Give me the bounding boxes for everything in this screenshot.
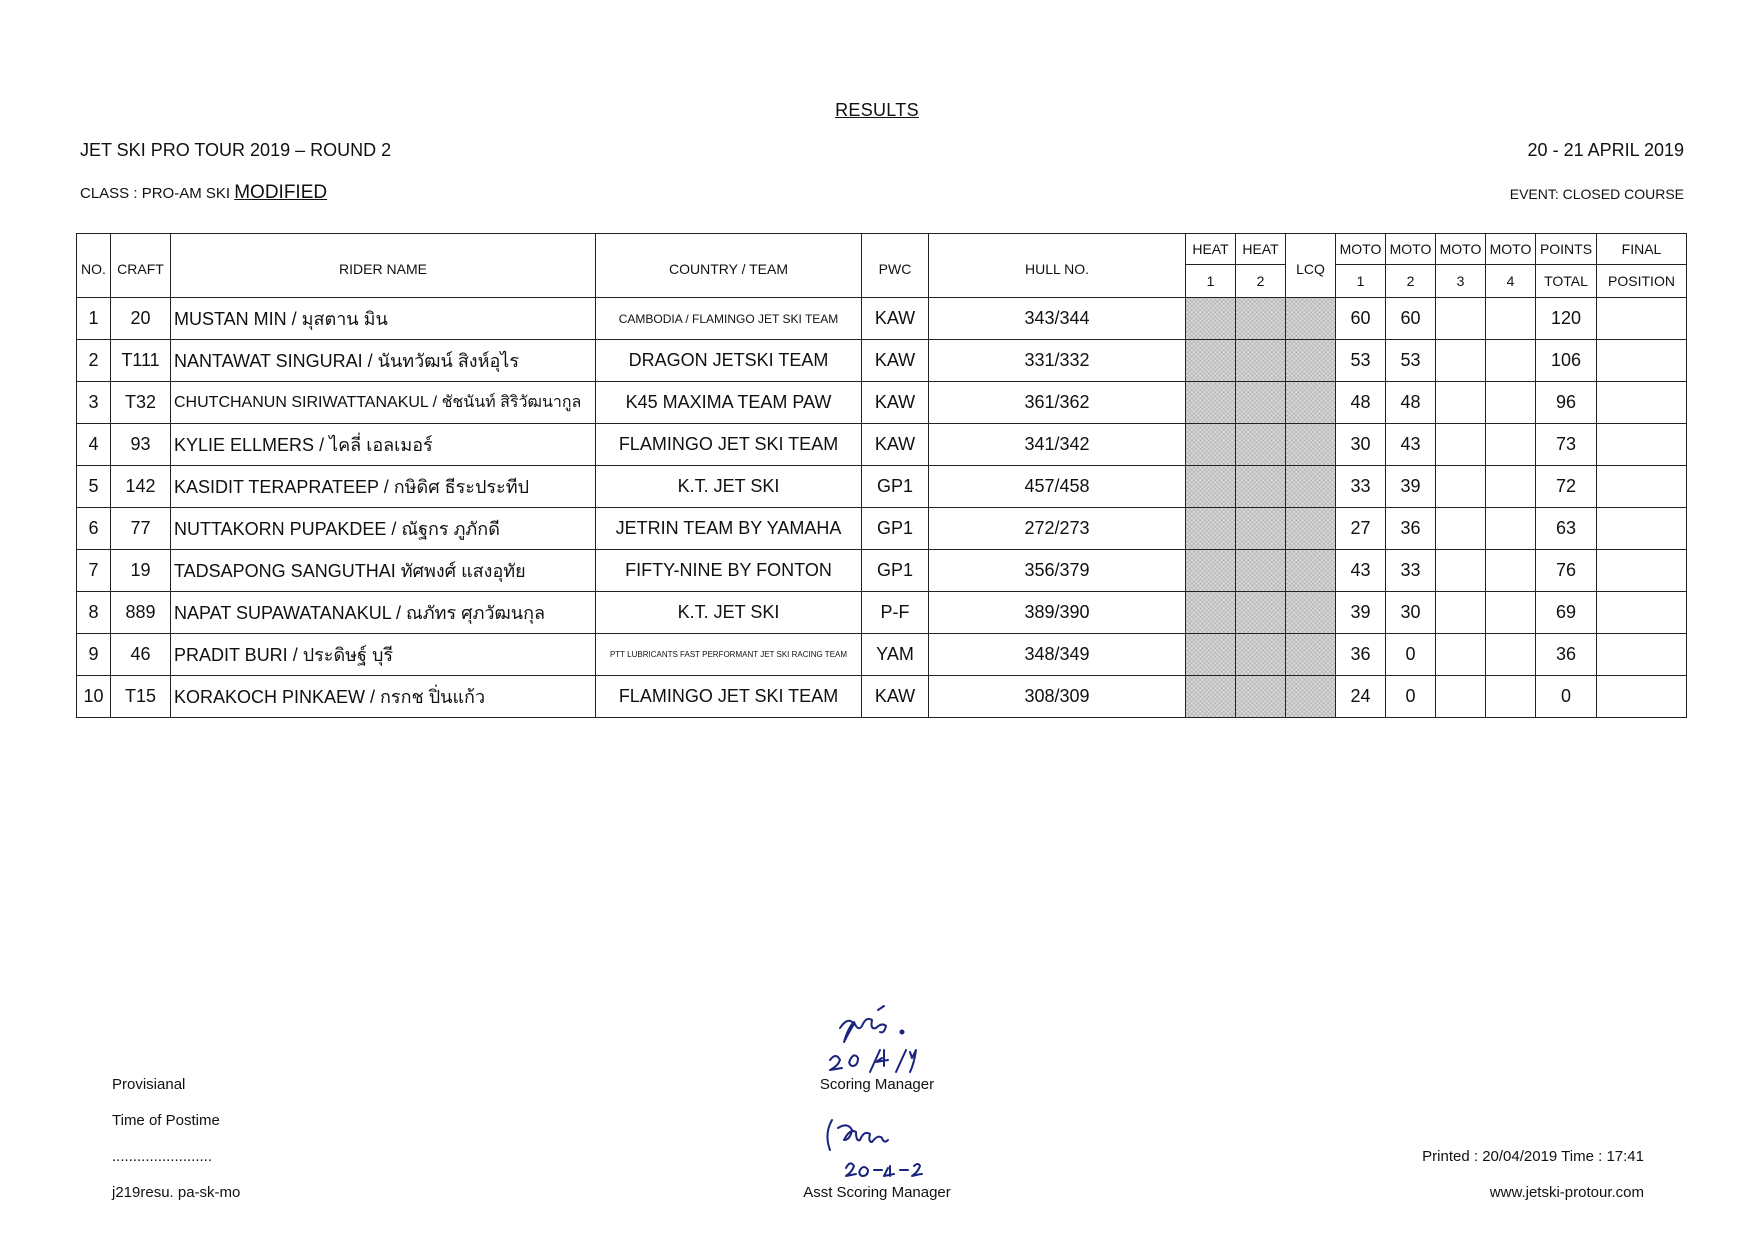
cell-heat-2 bbox=[1236, 676, 1286, 718]
header-moto-3-num: 3 bbox=[1436, 265, 1486, 298]
header-heat-2-num: 2 bbox=[1236, 265, 1286, 298]
cell-heat-2 bbox=[1236, 382, 1286, 424]
cell-total: 73 bbox=[1536, 424, 1597, 466]
cell-moto-4 bbox=[1486, 508, 1536, 550]
cell-pwc: YAM bbox=[862, 634, 929, 676]
header-moto-3: MOTO bbox=[1436, 234, 1486, 265]
table-row bbox=[77, 340, 1687, 382]
cell-moto-4 bbox=[1486, 676, 1536, 718]
cell-pwc: KAW bbox=[862, 382, 929, 424]
cell-no: 9 bbox=[77, 634, 111, 676]
cell-moto-1: 33 bbox=[1336, 466, 1386, 508]
cell-lcq bbox=[1286, 634, 1336, 676]
cell-hull: 272/273 bbox=[929, 508, 1186, 550]
event-date: 20 - 21 APRIL 2019 bbox=[1527, 140, 1684, 160]
cell-lcq bbox=[1286, 592, 1336, 634]
cell-team: K.T. JET SKI bbox=[596, 466, 862, 508]
cell-moto-3 bbox=[1436, 592, 1486, 634]
cell-no: 6 bbox=[77, 508, 111, 550]
cell-moto-3 bbox=[1436, 508, 1486, 550]
cell-heat-1 bbox=[1186, 466, 1236, 508]
cell-pwc: P-F bbox=[862, 592, 929, 634]
postime-blank: ........................ bbox=[112, 1148, 213, 1165]
cell-rider: KASIDIT TERAPRATEEP / กษิดิศ ธีระประทีป bbox=[171, 466, 596, 508]
asst-scoring-manager-signature bbox=[820, 1110, 940, 1185]
header-moto-4-num: 4 bbox=[1486, 265, 1536, 298]
cell-hull: 457/458 bbox=[929, 466, 1186, 508]
header-moto-1-num: 1 bbox=[1336, 265, 1386, 298]
cell-moto-1: 60 bbox=[1336, 298, 1386, 340]
cell-moto-2: 0 bbox=[1386, 634, 1436, 676]
cell-craft: T32 bbox=[111, 382, 171, 424]
table-row bbox=[77, 676, 1687, 718]
cell-heat-2 bbox=[1236, 550, 1286, 592]
cell-craft: T15 bbox=[111, 676, 171, 718]
cell-moto-3 bbox=[1436, 382, 1486, 424]
cell-moto-2: 43 bbox=[1386, 424, 1436, 466]
cell-heat-1 bbox=[1186, 550, 1236, 592]
cell-final bbox=[1597, 340, 1687, 382]
cell-hull: 331/332 bbox=[929, 340, 1186, 382]
cell-heat-2 bbox=[1236, 466, 1286, 508]
cell-moto-1: 43 bbox=[1336, 550, 1386, 592]
cell-moto-3 bbox=[1436, 550, 1486, 592]
cell-lcq bbox=[1286, 466, 1336, 508]
cell-team: FIFTY-NINE BY FONTON bbox=[596, 550, 862, 592]
cell-heat-2 bbox=[1236, 634, 1286, 676]
cell-moto-3 bbox=[1436, 424, 1486, 466]
cell-moto-2: 36 bbox=[1386, 508, 1436, 550]
printed-timestamp: Printed : 20/04/2019 Time : 17:41 bbox=[1422, 1148, 1644, 1165]
cell-moto-3 bbox=[1436, 298, 1486, 340]
cell-heat-1 bbox=[1186, 340, 1236, 382]
cell-pwc: GP1 bbox=[862, 550, 929, 592]
cell-team: DRAGON JETSKI TEAM bbox=[596, 340, 862, 382]
table-row bbox=[77, 550, 1687, 592]
cell-final bbox=[1597, 424, 1687, 466]
cell-rider: NUTTAKORN PUPAKDEE / ณัฐกร ภูภักดี bbox=[171, 508, 596, 550]
cell-team: JETRIN TEAM BY YAMAHA bbox=[596, 508, 862, 550]
cell-no: 3 bbox=[77, 382, 111, 424]
cell-rider: MUSTAN MIN / มุสตาน มิน bbox=[171, 298, 596, 340]
results-table bbox=[76, 233, 1687, 718]
cell-final bbox=[1597, 550, 1687, 592]
cell-final bbox=[1597, 676, 1687, 718]
cell-hull: 308/309 bbox=[929, 676, 1186, 718]
cell-moto-4 bbox=[1486, 340, 1536, 382]
cell-team: K.T. JET SKI bbox=[596, 592, 862, 634]
table-row bbox=[77, 298, 1687, 340]
cell-hull: 361/362 bbox=[929, 382, 1186, 424]
table-row bbox=[77, 424, 1687, 466]
cell-total: 36 bbox=[1536, 634, 1597, 676]
cell-heat-2 bbox=[1236, 508, 1286, 550]
cell-moto-1: 24 bbox=[1336, 676, 1386, 718]
header-heat-2: HEAT bbox=[1236, 234, 1286, 265]
cell-total: 69 bbox=[1536, 592, 1597, 634]
cell-moto-1: 27 bbox=[1336, 508, 1386, 550]
cell-final bbox=[1597, 634, 1687, 676]
cell-lcq bbox=[1286, 550, 1336, 592]
cell-hull: 343/344 bbox=[929, 298, 1186, 340]
cell-lcq bbox=[1286, 382, 1336, 424]
header-moto-2: MOTO bbox=[1386, 234, 1436, 265]
cell-final bbox=[1597, 382, 1687, 424]
cell-moto-2: 0 bbox=[1386, 676, 1436, 718]
cell-heat-1 bbox=[1186, 634, 1236, 676]
cell-heat-2 bbox=[1236, 340, 1286, 382]
cell-total: 106 bbox=[1536, 340, 1597, 382]
cell-moto-4 bbox=[1486, 382, 1536, 424]
cell-no: 4 bbox=[77, 424, 111, 466]
page-title: RESULTS bbox=[835, 100, 919, 120]
cell-moto-3 bbox=[1436, 340, 1486, 382]
header-craft: CRAFT bbox=[111, 234, 171, 298]
header-hull-no: HULL NO. bbox=[929, 234, 1186, 298]
cell-pwc: KAW bbox=[862, 298, 929, 340]
cell-team: PTT LUBRICANTS FAST PERFORMANT JET SKI RACING TEAM bbox=[596, 634, 862, 676]
cell-rider: CHUTCHANUN SIRIWATTANAKUL / ชัชนันท์ สิริวัฒนากูล bbox=[171, 382, 596, 424]
website-url: www.jetski-protour.com bbox=[1489, 1184, 1644, 1201]
cell-hull: 348/349 bbox=[929, 634, 1186, 676]
cell-heat-2 bbox=[1236, 298, 1286, 340]
event-title: JET SKI PRO TOUR 2019 – ROUND 2 bbox=[80, 140, 392, 160]
cell-moto-4 bbox=[1486, 466, 1536, 508]
cell-craft: 19 bbox=[111, 550, 171, 592]
cell-rider: NAPAT SUPAWATANAKUL / ณภัทร ศุภวัฒนกุล bbox=[171, 592, 596, 634]
cell-moto-2: 53 bbox=[1386, 340, 1436, 382]
cell-heat-1 bbox=[1186, 592, 1236, 634]
cell-no: 7 bbox=[77, 550, 111, 592]
cell-rider: TADSAPONG SANGUTHAI ทัศพงศ์ แสงอุทัย bbox=[171, 550, 596, 592]
cell-moto-2: 39 bbox=[1386, 466, 1436, 508]
cell-hull: 389/390 bbox=[929, 592, 1186, 634]
cell-moto-4 bbox=[1486, 592, 1536, 634]
header-heat-1-num: 1 bbox=[1186, 265, 1236, 298]
cell-moto-2: 60 bbox=[1386, 298, 1436, 340]
cell-lcq bbox=[1286, 424, 1336, 466]
time-of-postime-label: Time of Postime bbox=[112, 1112, 220, 1129]
cell-craft: 77 bbox=[111, 508, 171, 550]
cell-craft: 46 bbox=[111, 634, 171, 676]
cell-moto-2: 33 bbox=[1386, 550, 1436, 592]
cell-team: CAMBODIA / FLAMINGO JET SKI TEAM bbox=[596, 298, 862, 340]
cell-total: 76 bbox=[1536, 550, 1597, 592]
cell-rider: PRADIT BURI / ประดิษฐ์ บุรี bbox=[171, 634, 596, 676]
cell-heat-2 bbox=[1236, 424, 1286, 466]
cell-total: 0 bbox=[1536, 676, 1597, 718]
header-position: POSITION bbox=[1597, 265, 1687, 298]
header-lcq: LCQ bbox=[1286, 234, 1336, 298]
cell-lcq bbox=[1286, 298, 1336, 340]
header-pwc: PWC bbox=[862, 234, 929, 298]
cell-final bbox=[1597, 508, 1687, 550]
cell-moto-1: 39 bbox=[1336, 592, 1386, 634]
cell-craft: 889 bbox=[111, 592, 171, 634]
cell-no: 1 bbox=[77, 298, 111, 340]
class-prefix: CLASS : PRO-AM SKI bbox=[80, 185, 231, 202]
cell-lcq bbox=[1286, 676, 1336, 718]
header-moto-4: MOTO bbox=[1486, 234, 1536, 265]
scoring-manager-label: Scoring Manager bbox=[819, 1076, 935, 1093]
cell-moto-4 bbox=[1486, 550, 1536, 592]
cell-total: 120 bbox=[1536, 298, 1597, 340]
cell-moto-1: 30 bbox=[1336, 424, 1386, 466]
cell-no: 2 bbox=[77, 340, 111, 382]
cell-craft: 20 bbox=[111, 298, 171, 340]
cell-lcq bbox=[1286, 508, 1336, 550]
cell-moto-1: 36 bbox=[1336, 634, 1386, 676]
table-row bbox=[77, 592, 1687, 634]
asst-scoring-manager-label: Asst Scoring Manager bbox=[803, 1184, 951, 1201]
scoring-manager-signature bbox=[820, 990, 940, 1085]
class-name: MODIFIED bbox=[234, 182, 328, 203]
cell-hull: 341/342 bbox=[929, 424, 1186, 466]
cell-moto-3 bbox=[1436, 676, 1486, 718]
header-final: FINAL bbox=[1597, 234, 1687, 265]
file-code: j219resu. pa-sk-mo bbox=[112, 1184, 241, 1201]
table-row bbox=[77, 508, 1687, 550]
header-points: POINTS bbox=[1536, 234, 1597, 265]
cell-team: FLAMINGO JET SKI TEAM bbox=[596, 676, 862, 718]
cell-moto-1: 53 bbox=[1336, 340, 1386, 382]
cell-moto-4 bbox=[1486, 424, 1536, 466]
cell-pwc: KAW bbox=[862, 676, 929, 718]
cell-no: 8 bbox=[77, 592, 111, 634]
cell-moto-3 bbox=[1436, 634, 1486, 676]
cell-heat-1 bbox=[1186, 382, 1236, 424]
table-row bbox=[77, 466, 1687, 508]
header-moto-2-num: 2 bbox=[1386, 265, 1436, 298]
cell-pwc: GP1 bbox=[862, 508, 929, 550]
table-row bbox=[77, 634, 1687, 676]
cell-final bbox=[1597, 466, 1687, 508]
cell-craft: 93 bbox=[111, 424, 171, 466]
cell-total: 63 bbox=[1536, 508, 1597, 550]
cell-moto-4 bbox=[1486, 298, 1536, 340]
cell-heat-1 bbox=[1186, 298, 1236, 340]
cell-craft: T111 bbox=[111, 340, 171, 382]
class-line bbox=[80, 182, 327, 204]
cell-moto-1: 48 bbox=[1336, 382, 1386, 424]
cell-pwc: KAW bbox=[862, 424, 929, 466]
cell-moto-3 bbox=[1436, 466, 1486, 508]
cell-final bbox=[1597, 592, 1687, 634]
cell-lcq bbox=[1286, 340, 1336, 382]
cell-no: 5 bbox=[77, 466, 111, 508]
header-moto-1: MOTO bbox=[1336, 234, 1386, 265]
cell-pwc: KAW bbox=[862, 340, 929, 382]
cell-moto-2: 30 bbox=[1386, 592, 1436, 634]
header-total: TOTAL bbox=[1536, 265, 1597, 298]
cell-team: K45 MAXIMA TEAM PAW bbox=[596, 382, 862, 424]
header-heat-1: HEAT bbox=[1186, 234, 1236, 265]
cell-rider: KYLIE ELLMERS / ไคลี่ เอลเมอร์ bbox=[171, 424, 596, 466]
cell-total: 96 bbox=[1536, 382, 1597, 424]
cell-moto-4 bbox=[1486, 634, 1536, 676]
header-country-team: COUNTRY / TEAM bbox=[596, 234, 862, 298]
cell-hull: 356/379 bbox=[929, 550, 1186, 592]
cell-heat-1 bbox=[1186, 676, 1236, 718]
cell-final bbox=[1597, 298, 1687, 340]
event-type: EVENT: CLOSED COURSE bbox=[1509, 186, 1684, 202]
header-rider-name: RIDER NAME bbox=[171, 234, 596, 298]
cell-rider: NANTAWAT SINGURAI / นันทวัฒน์ สิงห์อุไร bbox=[171, 340, 596, 382]
cell-heat-2 bbox=[1236, 592, 1286, 634]
cell-moto-2: 48 bbox=[1386, 382, 1436, 424]
provisional-label: Provisianal bbox=[112, 1076, 186, 1093]
table-row bbox=[77, 382, 1687, 424]
header-no: NO. bbox=[77, 234, 111, 298]
cell-team: FLAMINGO JET SKI TEAM bbox=[596, 424, 862, 466]
cell-heat-1 bbox=[1186, 508, 1236, 550]
cell-no: 10 bbox=[77, 676, 111, 718]
cell-rider: KORAKOCH PINKAEW / กรกช ปิ่นแก้ว bbox=[171, 676, 596, 718]
cell-heat-1 bbox=[1186, 424, 1236, 466]
cell-craft: 142 bbox=[111, 466, 171, 508]
cell-total: 72 bbox=[1536, 466, 1597, 508]
cell-pwc: GP1 bbox=[862, 466, 929, 508]
